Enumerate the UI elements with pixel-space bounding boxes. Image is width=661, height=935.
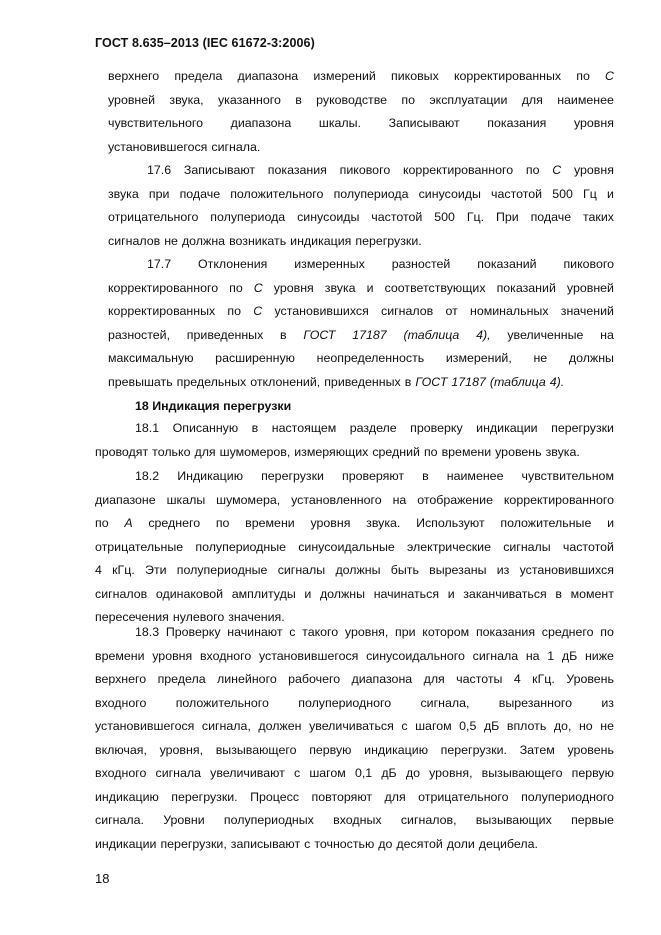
text-line: времени уровня входного установившегося синусоидального сигнала на 1 дБ ниже <box>95 648 614 663</box>
text-line: 18.3 Проверку начинают с такого уровня, при котором показания среднего по <box>135 625 614 639</box>
text-line: входного сигнала увеличивают с шагом 0,1 дБ до уровня, вызывающего первую <box>95 766 614 780</box>
text-line: отрицательные полупериодные синусоидальные электрические сигналы частотой <box>95 539 614 554</box>
text-line: установившегося сигнала, должен увеличиваться с шагом 0,5 дБ вплоть до, но не <box>95 719 614 733</box>
text-line: сигналов не должна возникать индикация перегрузки. <box>108 233 422 248</box>
text-line: корректированного по C уровня звука и соответствующих показаний уровней <box>108 280 614 295</box>
text-line: уровней звука, указанного в руководстве по эксплуатации для наименее <box>108 92 614 107</box>
text-line: сигналов одинаковой амплитуды и должны начинаться и заканчиваться в момент <box>95 586 614 601</box>
text-line: чувствительного диапазона шкалы. Записывают показания уровня <box>108 116 614 130</box>
text-line: максимальную расширенную неопределенность измерений, не должны <box>108 351 614 365</box>
text-line: 18.1 Описанную в настоящем разделе проверку индикации перегрузки <box>135 421 614 435</box>
text-line: верхнего предела диапазона измерений пиковых корректированных по C <box>108 69 614 83</box>
text-line: звука при подаче положительного полупериода синусоиды частотой 500 Гц и <box>108 186 614 201</box>
section-heading: 18 Индикация перегрузки <box>135 399 292 413</box>
text-line: установившегося сигнала. <box>108 139 261 154</box>
text-line: сигнала. Уровни полупериодных входных сигналов, вызывающих первые <box>95 813 614 827</box>
text-line: отрицательного полупериода синусоиды частотой 500 Гц. При подаче таких <box>108 210 614 224</box>
text-line: диапазоне шкалы шумомера, установленного на отображение корректированного <box>95 492 614 507</box>
text-line: входного положительного полупериодного сигнала, вырезанного из <box>95 695 614 710</box>
text-line: проводят только для шумомеров, измеряющих средний по времени уровень звука. <box>95 444 580 459</box>
text-line: 17.6 Записывают показания пикового корректированного по C уровня <box>147 163 614 177</box>
text-line: разностей, приведенных в ГОСТ 17187 (таблица 4), увеличенные на <box>108 327 614 342</box>
text-line: включая, уровня, вызывающего первую индикацию перегрузки. Затем уровень <box>95 742 614 757</box>
text-line: верхнего предела линейного рабочего диапазона для частоты 4 кГц. Уровень <box>95 672 614 686</box>
document-header: ГОСТ 8.635–2013 (IEC 61672-3:2006) <box>95 36 315 50</box>
text-line: превышать предельных отклонений, приведенных в ГОСТ 17187 (таблица 4). <box>108 374 565 389</box>
text-line: 18.2 Индикацию перегрузки проверяют в наименее чувствительном <box>135 469 614 483</box>
page-number: 18 <box>95 871 110 886</box>
text-line: по A среднего по времени уровня звука. Используют положительные и <box>95 516 614 530</box>
text-line: индикацию перегрузки. Процесс повторяют для отрицательного полупериодного <box>95 789 614 804</box>
text-line: пересечения нулевого значения. <box>95 610 285 624</box>
text-line: 17.7 Отклонения измеренных разностей показаний пикового <box>147 257 614 271</box>
text-line: индикации перегрузки, записывают с точностью до десятой доли децибела. <box>95 836 538 851</box>
text-line: 4 кГц. Эти полупериодные сигналы должны быть вырезаны из установившихся <box>95 563 614 577</box>
text-line: корректированных по C установившихся сигналов от номинальных значений <box>108 304 614 318</box>
